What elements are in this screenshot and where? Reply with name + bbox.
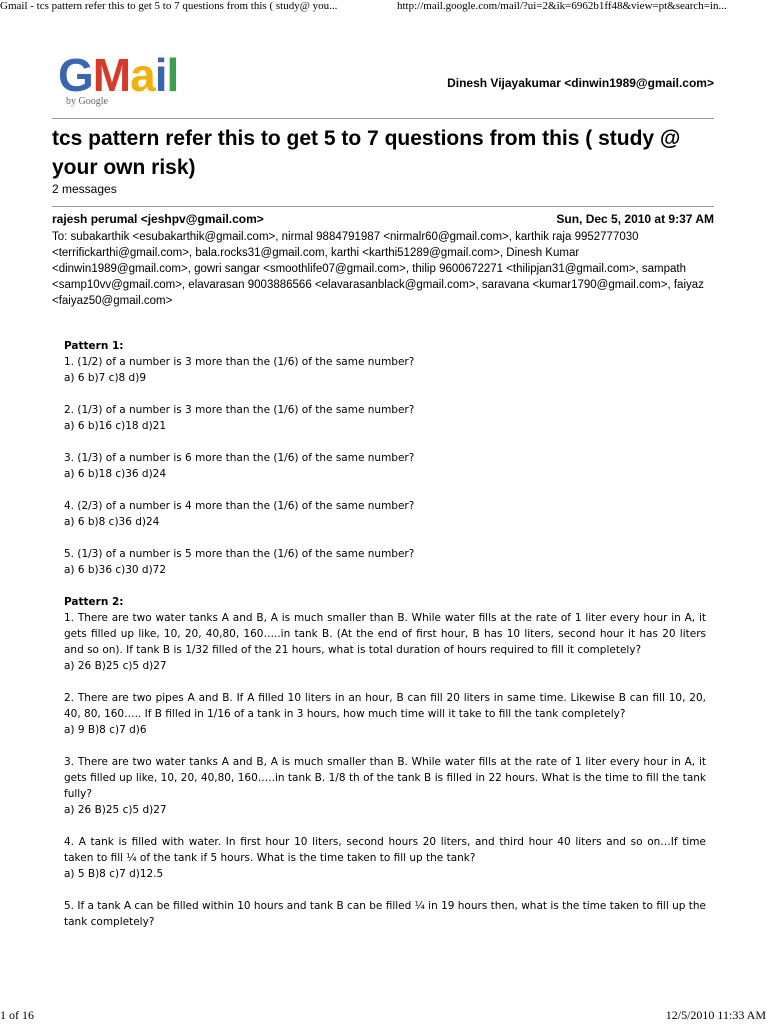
question-block <box>64 402 706 434</box>
pattern-heading: Pattern 1: <box>64 340 124 352</box>
sender: rajesh perumal <jeshpv@gmail.com> <box>52 212 264 226</box>
divider <box>52 118 714 119</box>
answer-options: a) 6 b)8 c)36 d)24 <box>64 516 160 528</box>
question-block <box>64 546 706 578</box>
question: 3. There are two water tanks A and B, A is much smaller than B. While water fills at the rate of 1 liter every hour in A, it gets filled up like, 10, 20, 40,80, 160…..in tank B. 1/8 th of the tank B is filled in 22 hours. What is the time to fill the tank fully? <box>64 756 706 800</box>
print-header-title: Gmail - tcs pattern refer this to get 5 to 7 questions from this ( study@ you... <box>0 0 338 12</box>
answer-options: a) 6 b)36 c)30 d)72 <box>64 564 167 576</box>
pattern-2 <box>64 594 706 674</box>
account-label: Dinesh Vijayakumar <dinwin1989@gmail.com> <box>447 76 714 90</box>
question-block <box>64 898 706 930</box>
answer-options: a) 6 b)16 c)18 d)21 <box>64 420 167 432</box>
email-subject: tcs pattern refer this to get 5 to 7 questions from this ( study @ your own risk) <box>52 127 681 179</box>
question: 4. (2/3) of a number is 4 more than the (1/6) of the same number? <box>64 500 415 512</box>
answer-options: a) 5 B)8 c)7 d)12.5 <box>64 868 164 880</box>
pattern-1 <box>64 338 706 386</box>
question: 2. There are two pipes A and B. If A filled 10 liters in an hour, B can fill 20 liters in same time. Likewise B can fill 10, 20, 40, 80, 160….. If B filled in 1/16 of a tank in 3 hours, how much time will it take to fill the tank completely? <box>64 692 706 720</box>
question: 5. If a tank A can be filled within 10 hours and tank B can be filled ¼ in 19 hours then, what is the time taken to fill up the tank completely? <box>64 900 706 928</box>
answer-options: a) 9 B)8 c)7 d)6 <box>64 724 147 736</box>
answer-options: a) 26 B)25 c)5 d)27 <box>64 804 167 816</box>
question-block <box>64 754 706 818</box>
gmail-logo: GMail by Google <box>58 49 179 107</box>
page-number: 1 of 16 <box>0 1008 34 1022</box>
answer-options: a) 6 b)7 c)8 d)9 <box>64 372 146 384</box>
divider <box>52 206 714 207</box>
question-block <box>64 690 706 738</box>
print-timestamp: 12/5/2010 11:33 AM <box>665 1008 766 1022</box>
question: 4. A tank is filled with water. In first hour 10 liters, second hours 20 liters, and third hour 40 liters and so on…If time taken to fill ¼ of the tank if 5 hours. What is the time taken to fill up the tank? <box>64 836 706 864</box>
answer-options: a) 26 B)25 c)5 d)27 <box>64 660 167 672</box>
by-google-label: by Google <box>66 96 108 107</box>
question-block <box>64 834 706 882</box>
question: 1. There are two water tanks A and B, A is much smaller than B. While water fills at the rate of 1 liter every hour in A, it gets filled up like, 10, 20, 40,80, 160…..in tank B. (At the end of first hour, B has 10 liters, second hour it has 20 liters and so on). If tank B is 1/32 filled of the 21 hours, what is total duration of hours required to fill it completely? <box>64 612 706 656</box>
message-date: Sun, Dec 5, 2010 at 9:37 AM <box>556 212 714 226</box>
question: 5. (1/3) of a number is 5 more than the (1/6) of the same number? <box>64 548 415 560</box>
answer-options: a) 6 b)18 c)36 d)24 <box>64 468 167 480</box>
question-block <box>64 498 706 530</box>
question: 2. (1/3) of a number is 3 more than the (1/6) of the same number? <box>64 404 415 416</box>
question: 1. (1/2) of a number is 3 more than the (1/6) of the same number? <box>64 356 415 368</box>
pattern-heading: Pattern 2: <box>64 596 124 608</box>
question-block <box>64 450 706 482</box>
print-header-url: http://mail.google.com/mail/?ui=2&ik=6962b1ff48&view=pt&search=in... <box>397 0 727 12</box>
message-count: 2 messages <box>52 182 117 196</box>
question: 3. (1/3) of a number is 6 more than the (1/6) of the same number? <box>64 452 415 464</box>
recipients: To: subakarthik <esubakarthik@gmail.com>, nirmal 9884791987 <nirmalr60@gmail.com>, karthik raja 9952777030 <terrifickarthi@gmail.com>, bala.rocks31@gmail.com, karthi <karthi51289@gmail.com>, Dinesh Kumar <dinwin1989@gmail.com>, gowri sangar <smoothlife07@gmail.com>, thilip 9600672271 <thilipjan31@gmail.com>, sampath <samp10vv@gmail.com>, elavarasan 9003886566 <elavarasanblack@gmail.com>, saravana <kumar1790@gmail.com>, faiyaz <faiyaz50@gmail.com> <box>52 231 704 307</box>
message-body <box>64 338 706 946</box>
